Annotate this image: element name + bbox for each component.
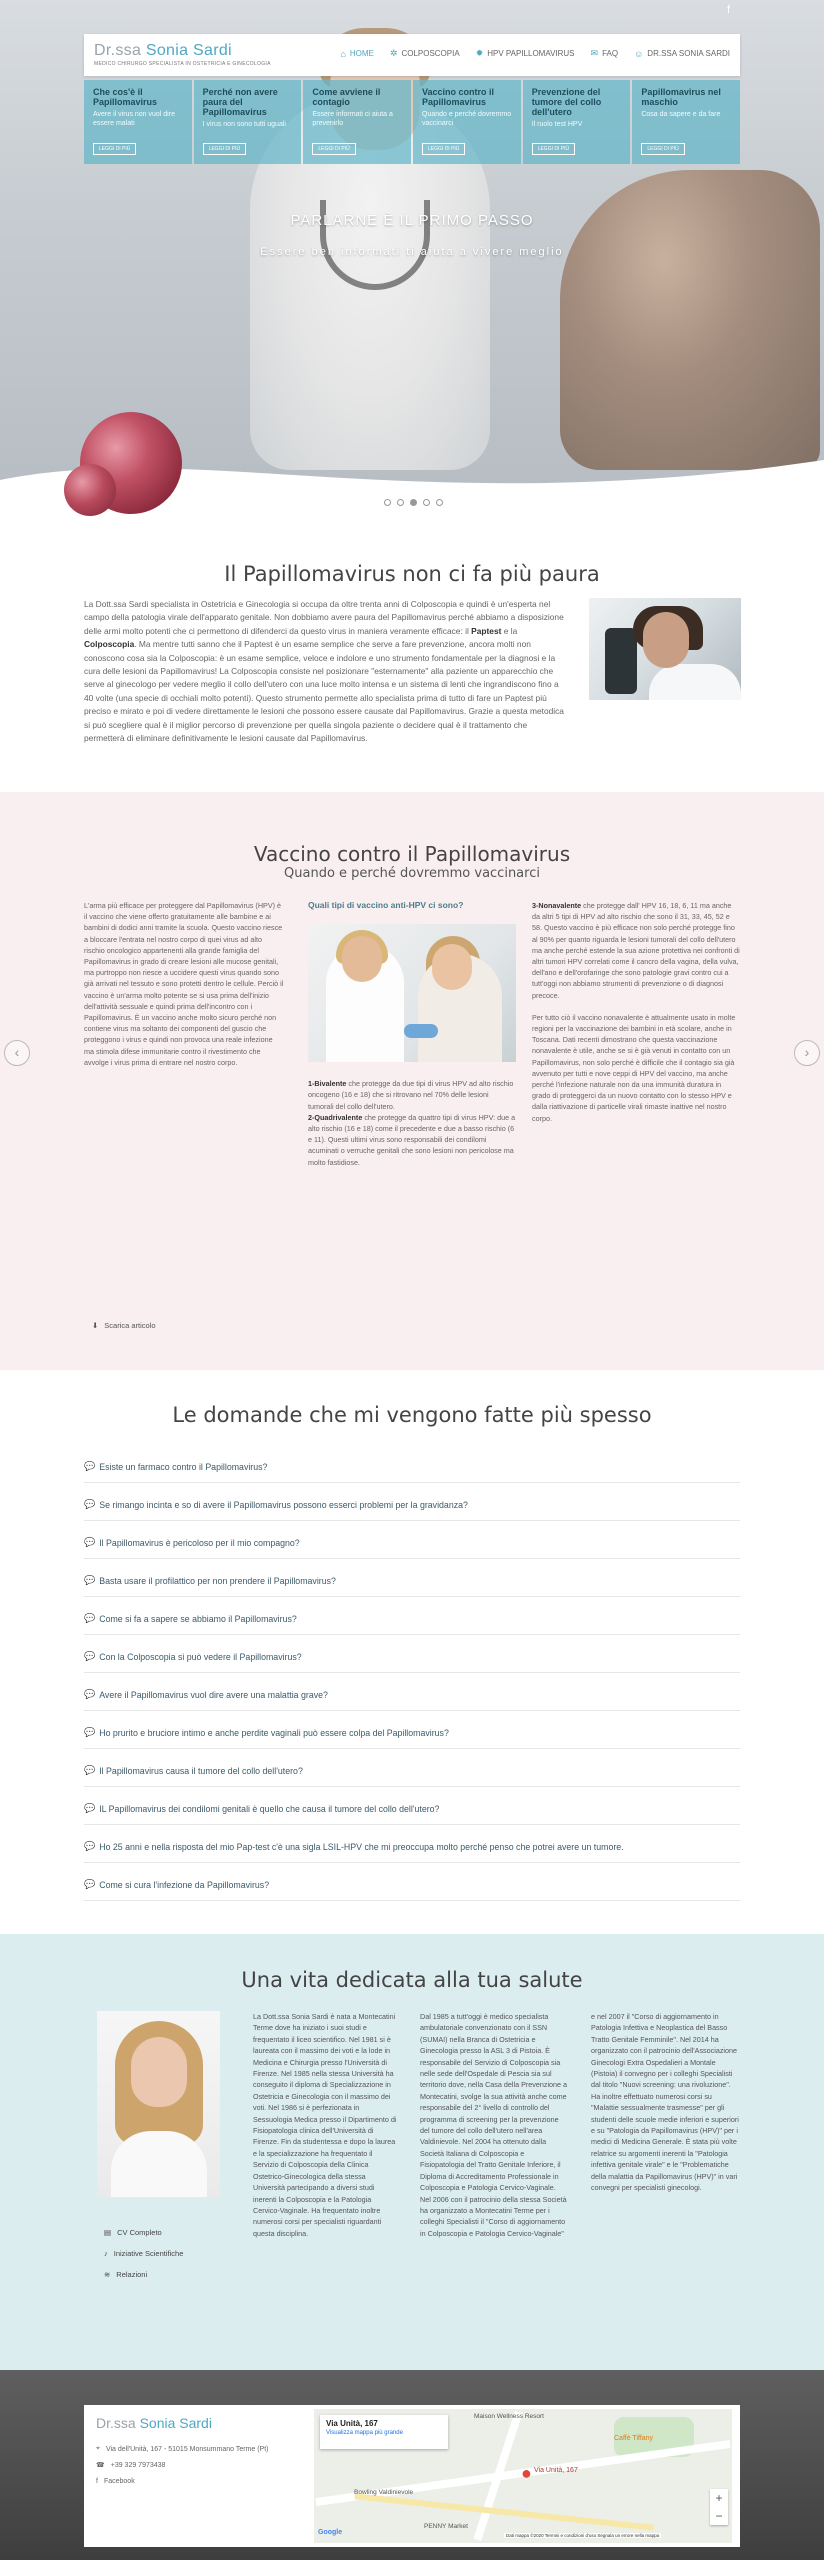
scientific-initiatives-link[interactable] bbox=[104, 2243, 183, 2264]
vaccine-quadrivalente bbox=[308, 1112, 516, 1168]
google-logo: Google bbox=[318, 2529, 343, 2536]
quadrivalente-text: che protegge da quattro tipi di virus HPV: due a alto rischio (16 e 18) come il precedente e due a basso rischio (6 e 11). Questi ultimi virus sono responsabili dei condilomi acuminati o verruche genitali che sono lesioni non pericolose ma molto fastidiose. bbox=[308, 1112, 516, 1167]
feature-box[interactable] bbox=[303, 80, 411, 164]
microscope-shape bbox=[605, 628, 637, 694]
slider-dot-3[interactable] bbox=[410, 499, 417, 506]
main-nav bbox=[340, 48, 730, 59]
nav-hpv[interactable] bbox=[476, 48, 575, 59]
phone-icon: ☎ bbox=[96, 2462, 105, 2469]
map-poi-label: Caffè Tiffany bbox=[614, 2435, 654, 2442]
intro-text-part: . Ma mentre tutti sanno che il Paptest è un esame semplice che serve a fare prevenzione, ancora molti non conoscono cosa sia la Colposcopia: è un esame semplice, veloce e indolore e uno strumento fondamentale per la diagnosi e la cura delle lesioni da Papillomavirus! La Colposcopia consiste nel posizionare "esternamente" alla paziente un apparecchio che serve al ginecologo per vedere meglio il collo dell'utero con una luce molto intensa e un sistema di lenti che ingrandiscono fino a 40 volte (una specie di occhiali molto potenti). Questo strumento permette allo specialista prima di tutto di fare un Paptest più preciso e mirato e poi di vedere direttamente le lesioni che possono essere causate dal Papillomavirus. Grazie a questa metodica si può scegliere qual è il miglior percorso di prevenzione per quella singola paziente o decidere qual è il trattamento che permetterà di eliminare definitivamente le lesioni causate dal Papillomavirus. bbox=[84, 639, 564, 744]
lab-coat-shape bbox=[649, 664, 741, 700]
bivalente-text: che protegge da due tipi di virus HPV ad alto rischio oncogeno (16 e 18) che si ritrovano nel 70% delle lesioni tumorali del collo dell'utero. bbox=[308, 1079, 514, 1111]
footer-box bbox=[84, 2405, 740, 2547]
site-header bbox=[84, 34, 740, 76]
intro-bold-paptest: Paptest bbox=[471, 625, 502, 636]
microscope-photo bbox=[589, 598, 741, 700]
girl-head-shape bbox=[432, 944, 472, 990]
slider-dot-5[interactable] bbox=[436, 499, 443, 506]
nav-home-label: HOME bbox=[349, 49, 374, 58]
faq-item[interactable] bbox=[84, 1711, 740, 1749]
embedded-map[interactable] bbox=[314, 2409, 732, 2543]
cv-link[interactable] bbox=[104, 2222, 183, 2243]
about-column-2: Dal 1985 a tutt'oggi è medico specialista ambulatoriale convenzionato con il SSN (SUMAI) nella Branca di Ostetricia e Ginecologia presso la ASL 3 di Pistoia. È responsabile del Servizio di Colposcopia sia nelle sede dell'Ospedale di Pescia sia sul territorio dove, nella Casa della Prevenzione a Montecatini, svolge la sua attività anche come responsabile del 2° livello di controllo del programma di screening per la prevenzione del tumore del collo dell'utero nell'area Valdinievole. Nel 2004 ha ottenuto dalla Società Italiana di Colposcopia e Fisiopatologia del Tratto Genitale Inferiore, il Diploma di Accreditamento Professionale in Colposcopia e Patologia Cervico-Vaginale. Nel 2006 con il patrocinio della stessa Società ha organizzato a Montecatini Terme per i colleghi Specialisti il "Corso di aggiornamento in Colposcopia e Patologia Cervico-Vaginale" bbox=[420, 2012, 568, 2238]
facebook-icon[interactable]: f bbox=[727, 4, 731, 16]
faq-item[interactable] bbox=[84, 1825, 740, 1863]
intro-title: Il Papillomavirus non ci fa più paura bbox=[224, 562, 600, 586]
doctor-head-shape bbox=[342, 936, 382, 982]
chat-bubble-icon: 💬 bbox=[84, 1499, 96, 1509]
chat-bubble-icon: 💬 bbox=[84, 1841, 96, 1851]
quadrivalente-label: 2-Quadrivalente bbox=[308, 1112, 363, 1122]
nav-colposcopia-label: COLPOSCOPIA bbox=[401, 49, 460, 58]
chat-icon: ✉ bbox=[590, 48, 599, 58]
site-logo[interactable] bbox=[94, 42, 271, 67]
reports-label: Relazioni bbox=[116, 2270, 148, 2279]
head-shape bbox=[643, 612, 689, 668]
nonavalente-text: che protegge dall' HPV 16, 18, 6, 11 ma anche da altri 5 tipi di HPV ad alto rischio che sono il 31, 33, 45, 52 e 58. Questo vaccino è più efficace non solo perché protegge fino al 90% per quanto riguarda le lesioni tumorali del collo dell'utero ma anche perché estende la sua azione protettiva nei confronti di altri tumori HPV correlati come il cancro della vagina, della vulva, dell'ano e dell'orofaringe che sono patologie gravi contro cui a tutt'oggi non abbiamo strumenti di prevenzione o di diagnosi precoce. bbox=[532, 901, 740, 1000]
feature-read-more-button[interactable]: LEGGI DI PIÙ bbox=[203, 143, 246, 155]
feature-box[interactable] bbox=[413, 80, 521, 164]
user-icon: ☺ bbox=[634, 48, 644, 59]
slider-dot-4[interactable] bbox=[423, 499, 430, 506]
footer-address bbox=[96, 2441, 269, 2457]
papillomavirus-illustration bbox=[80, 412, 182, 514]
faq-item[interactable] bbox=[84, 1521, 740, 1559]
doctor-portrait bbox=[97, 2011, 220, 2197]
map-label: Bowling Valdinievole bbox=[354, 2489, 414, 2496]
faq-question: Avere il Papillomavirus vuol dire avere una malattia grave? bbox=[99, 1689, 328, 1700]
map-pin-label: Via Unità, 167 bbox=[534, 2467, 578, 2474]
zoom-out-button[interactable]: − bbox=[715, 2509, 723, 2523]
chat-bubble-icon: 💬 bbox=[84, 1689, 96, 1699]
feature-box[interactable] bbox=[194, 80, 302, 164]
faq-question: Come si cura l'infezione da Papillomavirus? bbox=[99, 1879, 270, 1890]
portrait-body bbox=[111, 2131, 207, 2197]
home-icon: ⌂ bbox=[340, 48, 346, 59]
faq-question: Esiste un farmaco contro il Papillomavirus? bbox=[99, 1461, 268, 1472]
feature-text: Cosa da sapere e da fare bbox=[641, 111, 721, 118]
download-label: Scarica articolo bbox=[104, 1321, 156, 1330]
feature-text: I virus non sono tutti uguali bbox=[202, 121, 286, 128]
vaccine-bivalente bbox=[308, 1078, 516, 1112]
carousel-prev-arrow[interactable]: ‹ bbox=[4, 1040, 30, 1066]
feature-text: Il ruolo test HPV bbox=[531, 121, 583, 128]
map-attribution: Dati mappa ©2020 Termini e condizioni d'uso Segnala un errore nella mappa bbox=[506, 2533, 660, 2538]
feature-box[interactable] bbox=[523, 80, 631, 164]
vaccine-title: Vaccino contro il Papillomavirus bbox=[253, 842, 571, 866]
virus-icon: ✹ bbox=[475, 48, 484, 58]
footer-phone-text: +39 329 7973438 bbox=[110, 2461, 166, 2469]
vaccine-column-3 bbox=[532, 900, 740, 1124]
map-marker-icon: ⌖ bbox=[96, 2445, 100, 2452]
feature-title: Vaccino contro il Papillomavirus bbox=[422, 87, 495, 107]
feature-title: Papillomavirus nel maschio bbox=[641, 87, 721, 107]
intro-text-part: e la bbox=[501, 625, 518, 636]
faq-list bbox=[84, 1445, 740, 1901]
zoom-in-button[interactable]: + bbox=[715, 2491, 723, 2505]
music-note-icon: ♪ bbox=[104, 2249, 108, 2258]
map-pin-icon[interactable]: ● bbox=[521, 2463, 532, 2483]
footer-facebook[interactable] bbox=[96, 2473, 269, 2489]
feature-box[interactable] bbox=[632, 80, 740, 164]
vaccine-column-1: L'arma più efficace per proteggere dal Papillomavirus (HPV) è il vaccino che viene offerto gratuitamente alle bambine e ai bambini di dodici anni tramite la scuola. Questo vaccino riesce a bloccare l'entrata nel nostro corpo di quei virus ad alto rischio oncologico appartenenti alla grande famiglia del Papillomavirus in grado di creare lesioni alle mucose genitali, ma purtroppo non riesce a uccidere questi virus quando sono già arrivati nel tessuto e sono protetti dentro le cellule. Perciò il vaccino è un'arma molto potente se si usa prima dell'inizio dell'attività sessuale e quindi prima dell'incontro con i Papillomavirus. È un vaccino anche molto sicuro perché non contiene virus ma soltanto dei componenti del guscio che proteggono i virus e quindi non provoca una reale infezione ma stimola difese immunitarie contro il rivestimento che avvolge i virus prima di entrare nel nostro corpo. bbox=[84, 901, 284, 1067]
nav-home[interactable] bbox=[340, 48, 373, 59]
chat-bubble-icon: 💬 bbox=[84, 1727, 96, 1737]
faq-item[interactable] bbox=[84, 1673, 740, 1711]
slider-dots[interactable] bbox=[384, 499, 443, 506]
site-footer bbox=[0, 2370, 824, 2560]
gear-icon: ✲ bbox=[389, 48, 398, 58]
faq-question: Il Papillomavirus causa il tumore del collo dell'utero? bbox=[99, 1765, 303, 1776]
hero-title: PARLARNE È IL PRIMO PASSO bbox=[290, 212, 534, 229]
footer-logo-prefix: Dr.ssa bbox=[96, 2415, 140, 2431]
logo-tagline: MEDICO CHIRURGO SPECIALISTA IN OSTETRICIA E GINECOLOGIA bbox=[94, 61, 271, 67]
feature-title: Come avviene il contagio bbox=[312, 87, 381, 107]
faq-question: Il Papillomavirus è pericoloso per il mio compagno? bbox=[99, 1537, 300, 1548]
about-title: Una vita dedicata alla tua salute bbox=[241, 1968, 583, 1992]
logo-name-prefix: Dr.ssa bbox=[94, 42, 146, 59]
feature-read-more-button[interactable]: LEGGI DI PIÙ bbox=[312, 143, 355, 155]
chat-bubble-icon: 💬 bbox=[84, 1537, 96, 1547]
footer-phone[interactable] bbox=[96, 2457, 269, 2473]
faq-item[interactable] bbox=[84, 1787, 740, 1825]
vaccine-section bbox=[0, 792, 824, 1370]
bivalente-label: 1-Bivalente bbox=[308, 1079, 347, 1089]
faq-question: Con la Colposcopia si può vedere il Papillomavirus? bbox=[99, 1651, 302, 1662]
faq-item[interactable] bbox=[84, 1863, 740, 1901]
nonavalente-label: 3-Nonavalente bbox=[532, 901, 582, 910]
nav-doctor-label: DR.SSA SONIA SARDI bbox=[647, 49, 730, 58]
feature-text: Quando e perché dovremmo vaccinarci bbox=[422, 111, 512, 127]
feature-read-more-button[interactable]: LEGGI DI PIÙ bbox=[93, 143, 136, 155]
faq-item[interactable] bbox=[84, 1749, 740, 1787]
map-road bbox=[355, 2493, 654, 2530]
download-article-link[interactable] bbox=[92, 1321, 156, 1330]
feature-title: Che cos'è il Papillomavirus bbox=[93, 87, 158, 107]
feature-read-more-button[interactable]: LEGGI DI PIÙ bbox=[422, 143, 465, 155]
faq-question: Come si fa a sapere se abbiamo il Papillomavirus? bbox=[99, 1613, 297, 1624]
intro-text-part: La Dott.ssa Sardi specialista in Ostetricia e Ginecologia si occupa da oltre trenta anni di Colposcopia e quindi è un'esperta nel campo della patologia virale dell'apparato genitale. Non dobbiamo avere paura del Papillomavirus perché abbiamo a disposizione delle armi molto potenti che ci permettono di difenderci da questo virus in maniera veramente efficace: il bbox=[84, 599, 564, 636]
faq-question: Basta usare il profilattico per non prendere il Papillomavirus? bbox=[99, 1575, 336, 1586]
facebook-icon: f bbox=[96, 2477, 98, 2485]
vaccination-photo bbox=[308, 924, 516, 1062]
scientific-initiatives-label: Iniziative Scientifiche bbox=[113, 2249, 184, 2258]
footer-facebook-text: Facebook bbox=[103, 2477, 135, 2485]
intro-text bbox=[84, 598, 570, 745]
document-icon: ▤ bbox=[104, 2228, 112, 2237]
feature-boxes bbox=[84, 80, 740, 164]
feature-box[interactable] bbox=[84, 80, 192, 164]
faq-item[interactable] bbox=[84, 1483, 740, 1521]
map-larger-link[interactable]: Visualizza mappa più grande bbox=[326, 2430, 403, 2436]
faq-title: Le domande che mi vengono fatte più spesso bbox=[172, 1403, 652, 1427]
chat-bubble-icon: 💬 bbox=[84, 1879, 96, 1889]
map-label: PENNY Market bbox=[424, 2523, 468, 2530]
chat-bubble-icon: 💬 bbox=[84, 1575, 96, 1585]
hero-subtitle: Essere ben informati ti aiuta a vivere meglio bbox=[260, 246, 564, 258]
about-column-1: La Dott.ssa Sonia Sardi è nata a Montecatini Terme dove ha iniziato i suoi studi e frequentato il liceo scientifico. Nel 1981 si è laureata con il massimo dei voti e la lode in Medicina e Chirurgia presso l'Università di Firenze. Nel 1985 nella stessa Università ha conseguito il diploma di Specializzazione in Ostetricia e Ginecologia con il massimo dei voti. Nel 1986 si è perfezionata in Sessuologia Medica presso il Dipartimento di Fisiopatologia clinica dell'Università di Firenze. Fin da studentessa e dopo la laurea e la specializzazione ha frequentato il Servizio di Colposcopia della Clinica Ostetrico-Ginecologica della stessa Università partecipando a diversi studi inerenti la Colposcopia e la Patologia Cervico-Vaginale. Ha frequentato inoltre numerosi corsi per specialisti riguardanti questa disciplina. bbox=[253, 2012, 397, 2238]
feature-title: Perché non avere paura del Papillomavirus bbox=[202, 87, 278, 117]
cv-link-label: CV Completo bbox=[117, 2228, 162, 2237]
reports-link[interactable] bbox=[104, 2264, 183, 2285]
glove-shape bbox=[404, 1024, 438, 1038]
map-place-card bbox=[320, 2415, 448, 2449]
faq-item[interactable] bbox=[84, 1597, 740, 1635]
chat-bubble-icon: 💬 bbox=[84, 1765, 96, 1775]
slider-dot-2[interactable] bbox=[397, 499, 404, 506]
feature-text: Avere il virus non vuol dire essere malati bbox=[93, 111, 175, 127]
footer-logo[interactable] bbox=[96, 2415, 212, 2431]
nav-faq[interactable] bbox=[591, 48, 619, 59]
feature-text: Essere informati ci aiuta a prevenirlo bbox=[312, 111, 393, 127]
nav-doctor[interactable] bbox=[634, 48, 730, 59]
about-column-3: e nel 2007 il "Corso di aggiornamento in Patologia Infettiva e Neoplastica del Basso Tratto Genitale Femminile". Nel 2014 ha organizzato con il patrocinio dell'Associazione Ginecologi Extra Ospedalieri a Montale (Pistoia) il convegno per i colleghi Specialisti dal titolo "Nuovi screening: una rivoluzione". Ha inoltre effettuato numerosi corsi su "Malattie sessualmente trasmesse" per gli studenti delle scuole medie inferiori e superiori e su "Patologia da Papillomavirus (HPV)" per i medici di Medicina Generale. È stata più volte relatrice su argomenti inerenti la "Patologia infettiva genitale virale" e le "Problematiche della malattia da Papillomavirus (HPV)" in vari convegni per specialisti ginecologi. bbox=[591, 2012, 739, 2193]
vaccine-column-3-paragraph: Per tutto ciò il vaccino nonavalente è attualmente usato in molte regioni per la vaccinazione dei bambini in età scolare, anche in Toscana. Dati recenti dimostrano che questa vaccinazione nonavalente è utile, anche se si è già venuti in contatto con un Papillomavirus, non solo perché è difficile che il contagio sia già avvenuto per tutti e nove ceppi di HPV del vaccino, ma anche perché l'infezione naturale non da una immunità duratura in grado di proteggerci da un nuovo contatto con lo stesso HPV e dalla riattivazione di particelle virali rimaste inattive nel nostro corpo. bbox=[532, 1012, 736, 1123]
slider-dot-1[interactable] bbox=[384, 499, 391, 506]
vaccine-subtitle: Quando e perché dovremmo vaccinarci bbox=[284, 866, 540, 881]
chat-bubble-icon: 💬 bbox=[84, 1461, 96, 1471]
feature-read-more-button[interactable]: LEGGI DI PIÙ bbox=[641, 143, 684, 155]
faq-question: Ho 25 anni e nella risposta del mio Pap-test c'è una sigla LSIL-HPV che mi preoccupa molto perché penso che potrei avere un tumore. bbox=[99, 1841, 624, 1852]
intro-bold-colposcopia: Colposcopia bbox=[84, 639, 135, 650]
nav-colposcopia[interactable] bbox=[390, 48, 460, 59]
layers-icon: ≋ bbox=[104, 2270, 111, 2279]
faq-item[interactable] bbox=[84, 1559, 740, 1597]
feature-title: Prevenzione del tumore del collo dell'utero bbox=[531, 87, 602, 117]
footer-contact-info bbox=[96, 2441, 269, 2489]
faq-question: Ho prurito e bruciore intimo e anche perdite vaginali può essere colpa del Papillomavirus? bbox=[99, 1727, 449, 1738]
vaccine-nonavalente bbox=[532, 900, 740, 1001]
map-label: Maison Wellness Resort bbox=[474, 2413, 544, 2420]
map-place-title: Via Unità, 167 bbox=[326, 2419, 378, 2428]
chat-bubble-icon: 💬 bbox=[84, 1651, 96, 1661]
footer-logo-accent: Sonia Sardi bbox=[139, 2415, 212, 2431]
download-icon: ⬇ bbox=[92, 1321, 99, 1330]
nav-hpv-label: HPV PAPILLOMAVIRUS bbox=[487, 49, 575, 58]
footer-address-text: Via dell'Unità, 167 - 51015 Monsummano Terme (Pt) bbox=[105, 2445, 269, 2453]
faq-question: Se rimango incinta e so di avere il Papillomavirus possono esserci problemi per la gravidanza? bbox=[99, 1499, 468, 1510]
vaccine-column-2 bbox=[308, 900, 516, 1168]
faq-item[interactable] bbox=[84, 1445, 740, 1483]
logo-name-accent: Sonia Sardi bbox=[145, 42, 232, 59]
carousel-next-arrow[interactable]: › bbox=[794, 1040, 820, 1066]
map-zoom-control[interactable] bbox=[710, 2489, 728, 2525]
vaccine-types-heading: Quali tipi di vaccino anti-HPV ci sono? bbox=[308, 900, 464, 910]
faq-item[interactable] bbox=[84, 1635, 740, 1673]
faq-question: IL Papillomavirus dei condilomi genitali è quello che causa il tumore del collo dell'utero? bbox=[99, 1803, 440, 1814]
portrait-face bbox=[131, 2037, 187, 2107]
chat-bubble-icon: 💬 bbox=[84, 1803, 96, 1813]
about-section bbox=[0, 1934, 824, 2370]
about-links bbox=[104, 2222, 183, 2285]
feature-read-more-button[interactable]: LEGGI DI PIÙ bbox=[532, 143, 575, 155]
chat-bubble-icon: 💬 bbox=[84, 1613, 96, 1623]
nav-faq-label: FAQ bbox=[602, 49, 619, 58]
